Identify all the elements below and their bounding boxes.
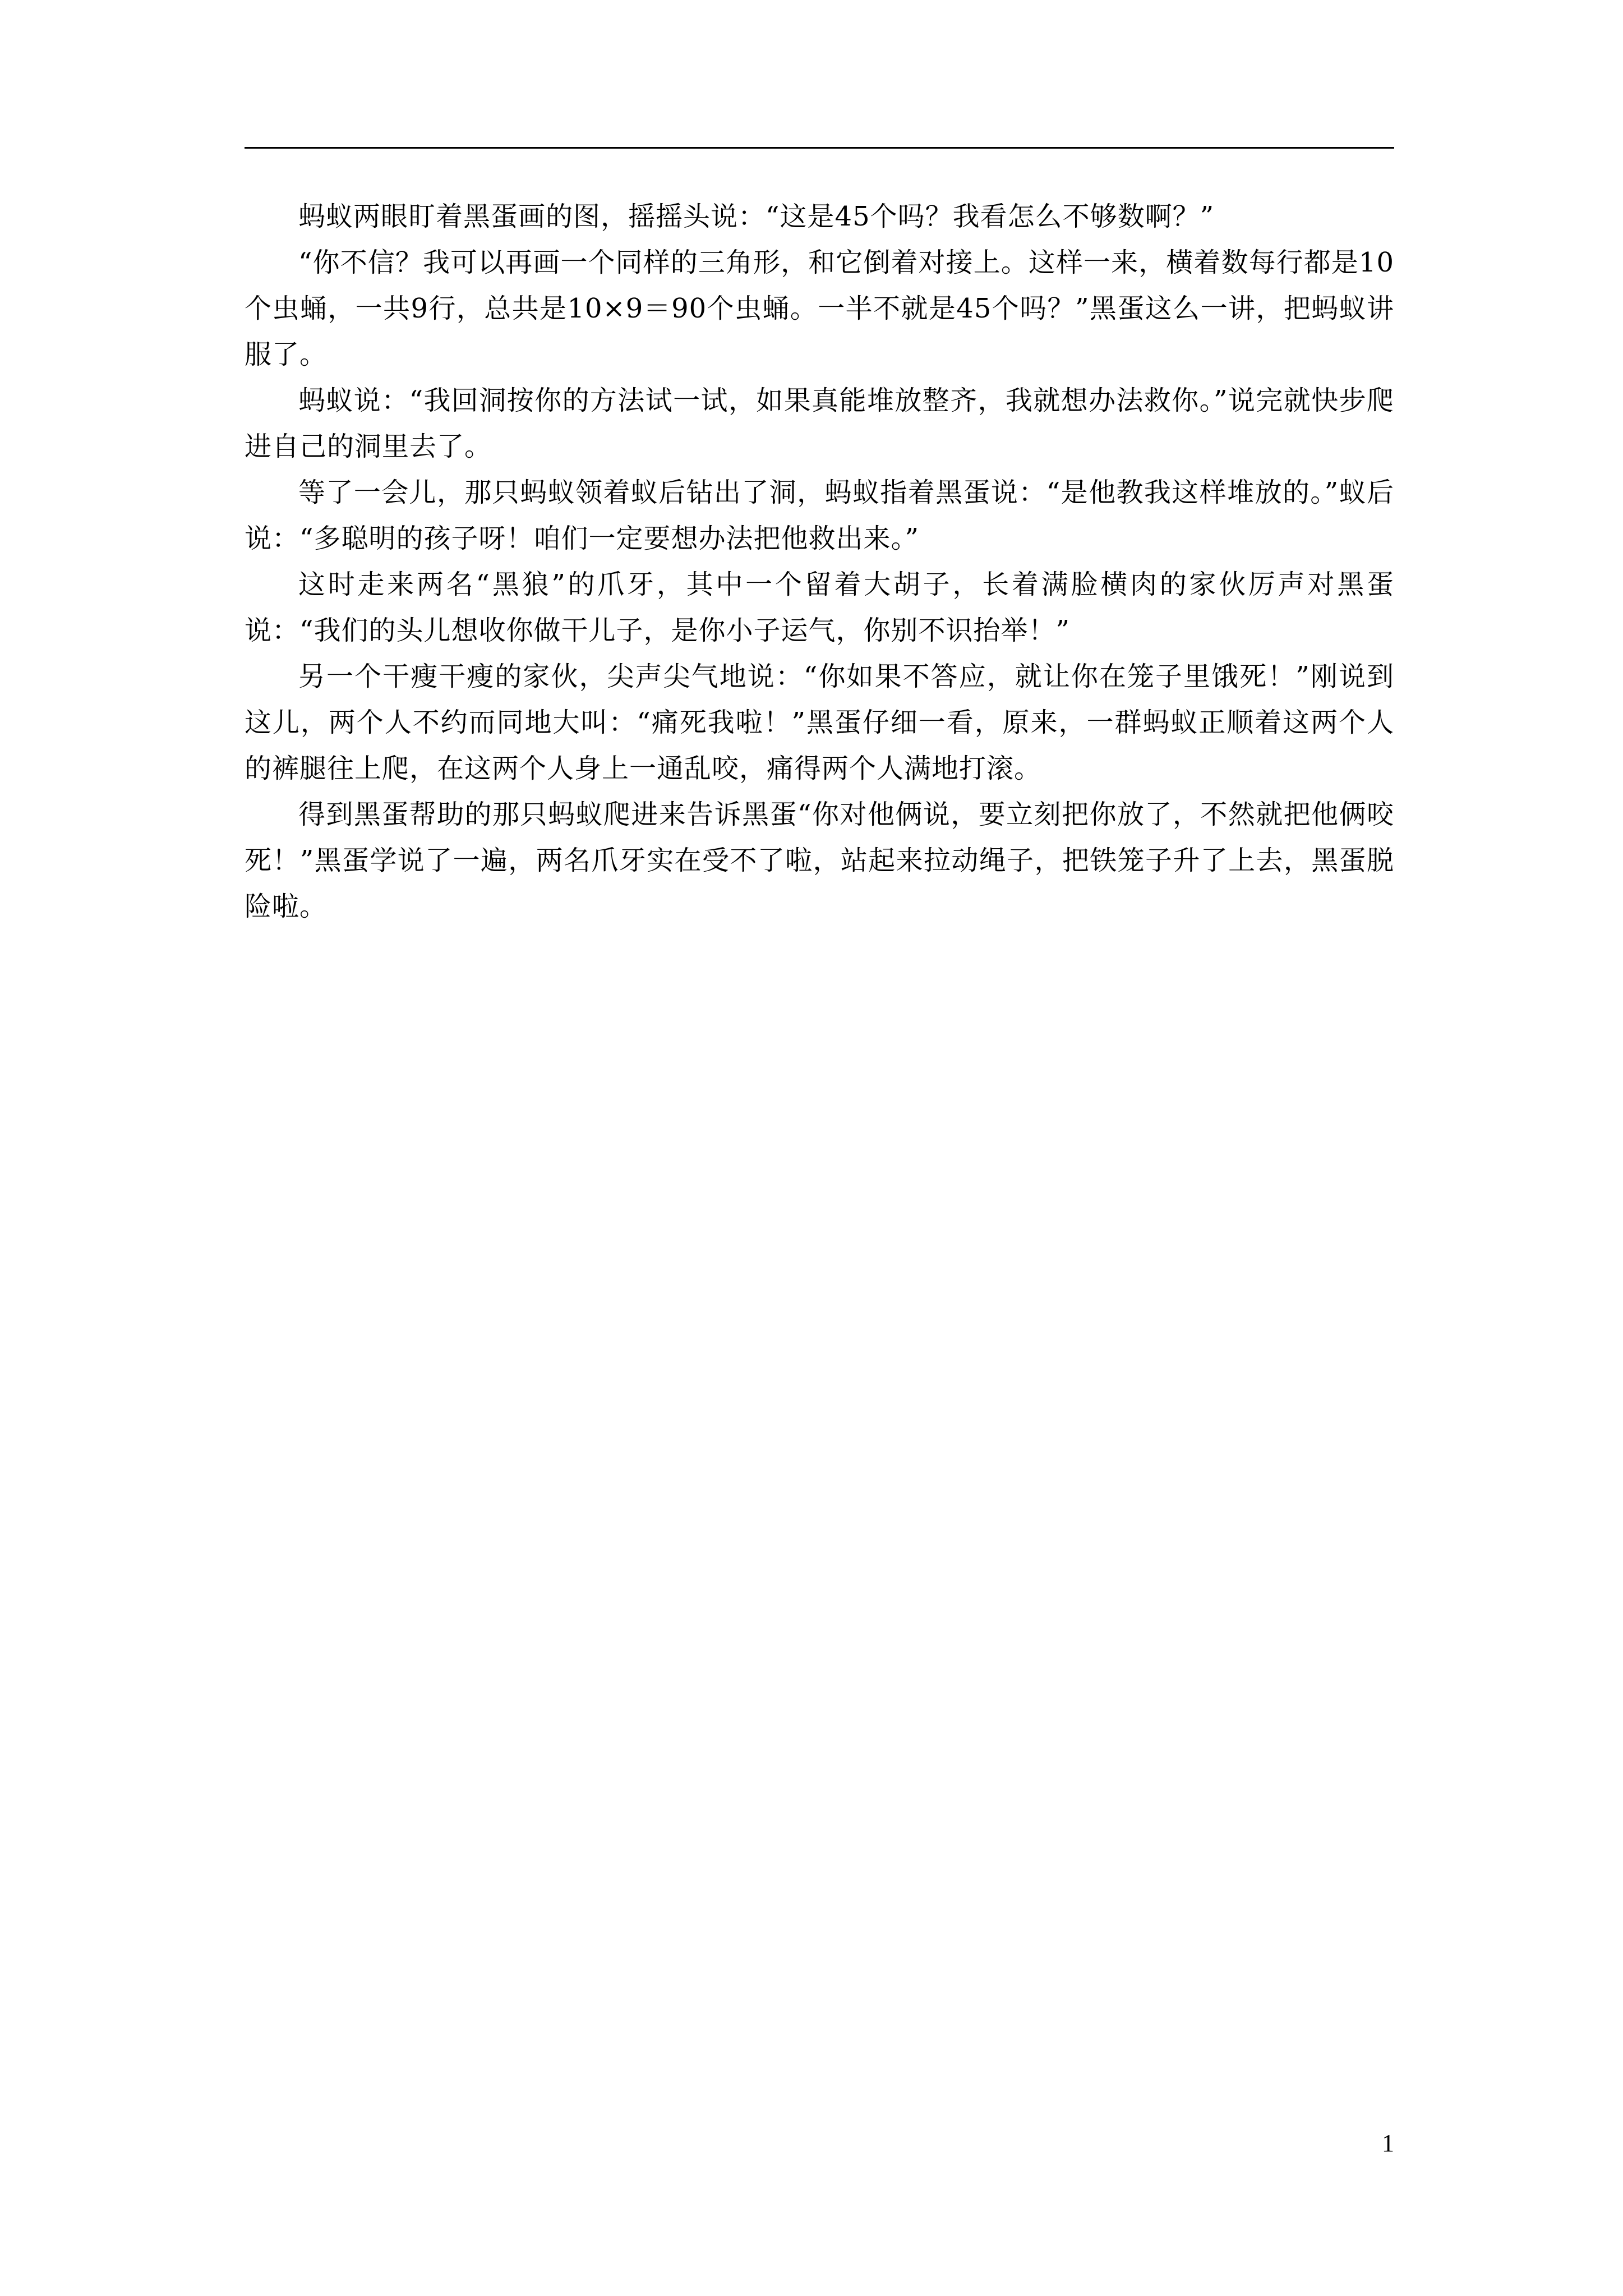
paragraph: 另一个干瘦干瘦的家伙，尖声尖气地说：“你如果不答应，就让你在笼子里饿死！”刚说到这儿，两个人不约而同地大叫：“痛死我啦！”黑蛋仔细一看，原来，一群蚂蚁正顺着这两个人的裤腿往上爬，在这两个人身上一通乱咬，痛得两个人满地打滚。 [245,661,1394,784]
story-body [245,194,1394,930]
paragraph: 蚂蚁说：“我回洞按你的方法试一试，如果真能堆放整齐，我就想办法救你。”说完就快步爬进自己的洞里去了。 [245,385,1394,462]
paragraph: “你不信？我可以再画一个同样的三角形，和它倒着对接上。这样一来，横着数每行都是10个虫蛹，一共9行，总共是10×9＝90个虫蛹。一半不就是45个吗？”黑蛋这么一讲，把蚂蚁讲服了。 [245,247,1394,370]
paragraph: 蚂蚁两眼盯着黑蛋画的图，摇摇头说：“这是45个吗？我看怎么不够数啊？” [298,201,1215,232]
paragraph: 等了一会儿，那只蚂蚁领着蚁后钻出了洞，蚂蚁指着黑蛋说：“是他教我这样堆放的。”蚁后说：“多聪明的孩子呀！咱们一定要想办法把他救出来。” [245,477,1394,554]
paragraph: 这时走来两名“黑狼”的爪牙，其中一个留着大胡子，长着满脸横肉的家伙厉声对黑蛋说：“我们的头儿想收你做干儿子，是你小子运气，你别不识抬举！” [245,569,1394,646]
paragraph: 得到黑蛋帮助的那只蚂蚁爬进来告诉黑蛋“你对他俩说，要立刻把你放了，不然就把他俩咬死！”黑蛋学说了一遍，两名爪牙实在受不了啦，站起来拉动绳子，把铁笼子升了上去，黑蛋脱险啦。 [245,799,1394,922]
page-number: 1 [1382,2129,1394,2157]
header-rule [245,147,1394,149]
